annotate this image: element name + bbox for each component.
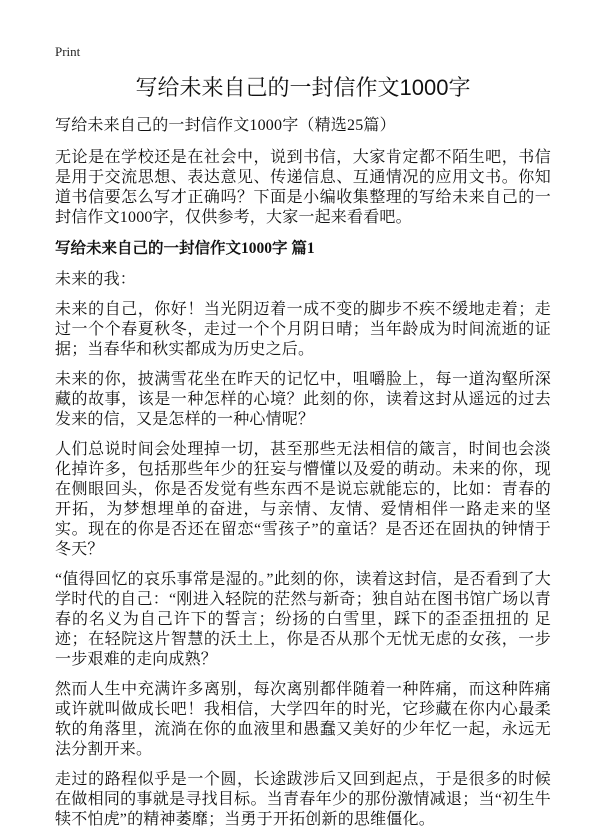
body-paragraph: 走过的路程似乎是一个圆，长途跋涉后又回到起点，于是很多的时候在做相同的事就是寻找目标。当青春年少的那份激情减退；当“初生牛犊不怕虎”的精神萎靡；当勇于开拓创新的思维僵化。 [55, 771, 551, 828]
greeting: 未来的我： [55, 271, 137, 288]
body-paragraph: 未来的自己，你好！当光阴迈着一成不变的脚步不疾不缓地走着；走过一个个春夏秋冬，走过一个个月阴日晴；当年龄成为时间流逝的证据；当春华和秋实都成为历史之后。 [55, 301, 551, 358]
body-paragraph: “值得回忆的哀乐事常是湿的。”此刻的你，读着这封信，是否看到了大学时代的自己：“刚进入轻院的茫然与新奇；独自站在图书馆广场以青春的名义为自己许下的誓言；纷扬的白雪里，踩下的歪歪扭扭的 足迹；在轻院这片智慧的沃土上，你是否从那个无忧无虑的女孩，一步一步艰难的走向成熟？ [55, 571, 551, 668]
page-title: 写给未来自己的一封信作文1000字 [135, 75, 471, 100]
body-paragraph: 然而人生中充满许多离别，每次离别都伴随着一种阵痛，而这种阵痛或许就叫做成长吧！我相信，大学四年的时光，它珍藏在你内心最柔软的角落里，流淌在你的血液里和愚蠢又美好的少年忆一起，永远无法分割开来。 [55, 681, 551, 758]
document-page [55, 44, 551, 840]
body-paragraph: 未来的你，披满雪花坐在昨天的记忆中，咀嚼脸上，每一道沟壑所深藏的故事，该是一种怎样的心境？此刻的你，读着这封从遥远的过去发来的信，又是怎样的一种心情呢？ [55, 371, 551, 428]
intro-paragraph: 无论是在学校还是在社会中，说到书信，大家肯定都不陌生吧，书信是用于交流思想、表达意见、传递信息、互通情况的应用文书。你知道书信要怎么写才正确吗？下面是小编收集整理的写给未来自己的一封信作文1000字，仅供参考，大家一起来看看吧。 [55, 149, 551, 226]
subtitle: 写给未来自己的一封信作文1000字（精选25篇） [55, 117, 396, 134]
section-heading: 写给未来自己的一封信作文1000字 篇1 [55, 240, 315, 257]
print-link[interactable]: Print [55, 44, 81, 59]
body-paragraph: 人们总说时间会处理掉一切，甚至那些无法相信的箴言，时间也会淡化掉许多，包括那些年少的狂妄与懵懂以及爱的萌动。未来的你，现在侧眼回头，你是否发觉有些东西不是说忘就能忘的，比如：青春的开拓，为梦想埋单的奋进，与亲情、友情、爱情相伴一路走来的坚实。现在的你是否还在留恋“雪孩子”的童话？是否还在固执的钟情于冬天？ [55, 441, 551, 558]
